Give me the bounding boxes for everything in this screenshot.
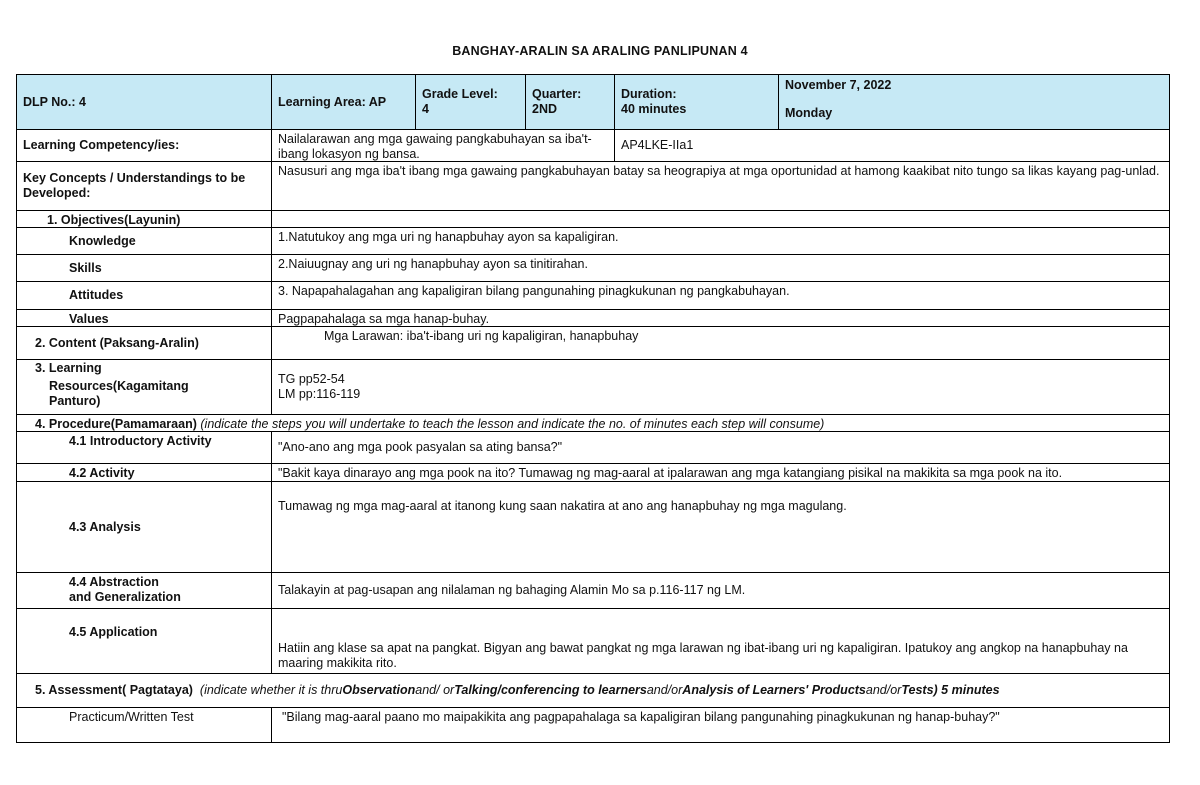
resources-label-line-1: 3. Learning <box>35 361 102 375</box>
procedure-header <box>16 414 1170 432</box>
values-text: Pagpapahalaga sa mga hanap-buhay. <box>271 309 1170 327</box>
assessment-note-talking: Talking/conferencing to learners <box>454 683 647 697</box>
competency-code: AP4LKE-IIa1 <box>614 129 1170 162</box>
intro-activity-cell <box>271 431 1170 464</box>
skills-label-cell <box>16 254 272 282</box>
assessment-note-observation: Observation <box>342 683 416 697</box>
procedure-note: (indicate the steps you will undertake to teach the lesson and indicate the no. of minutes each step will consume) <box>200 417 825 431</box>
competency-text: Nailalarawan ang mga gawaing pangkabuhayan sa iba't-ibang lokasyon ng bansa. <box>271 129 615 162</box>
quarter-value: 2ND <box>532 102 558 116</box>
grade-level-value: 4 <box>422 102 429 116</box>
procedure-label: 4. Procedure(Pamamaraan) <box>35 417 197 431</box>
objectives-blank <box>271 210 1170 228</box>
application-label: 4.5 Application <box>16 608 272 674</box>
attitudes-text: 3. Napapahalagahan ang kapaligiran bilang pangunahing pinagkukunan ng pangkabuhayan. <box>271 281 1170 310</box>
key-concepts-text: Nasusuri ang mga iba't ibang mga gawaing pangkabuhayan batay sa heograpiya at mga oportunidad at hamong kaakibat nito tungo sa likas kayang pag-unlad. <box>271 161 1170 211</box>
assessment-note-5: and/or <box>646 683 683 697</box>
competency-label: Learning Competency/ies: <box>23 138 180 152</box>
lesson-date: November 7, 2022 <box>785 78 892 92</box>
assessment-note-analysis: Analysis of Learners' Products <box>682 683 866 697</box>
resources-label <box>16 359 272 415</box>
assessment-note-7: and/or <box>865 683 902 697</box>
attitudes-label-cell <box>16 281 272 310</box>
abstraction-label <box>16 572 272 609</box>
learning-area: Learning Area: AP <box>278 94 387 109</box>
assessment-header <box>16 673 1170 708</box>
knowledge-text: 1.Natutukoy ang mga uri ng hanapbuhay ayon sa kapaligiran. <box>271 227 1170 255</box>
abstraction-text: Talakayin at pag-usapan ang nilalaman ng bahaging Alamin Mo sa p.116-117 ng LM. <box>278 583 746 597</box>
assessment-note-1: (indicate whether it is thru <box>199 683 343 697</box>
learner-material-pages: LM pp:116-119 <box>278 387 361 401</box>
values-label: Values <box>16 309 272 327</box>
analysis-label-cell <box>16 481 272 573</box>
application-text: Hatiin ang klase sa apat na pangkat. Bigyan ang bawat pangkat ng mga larawan ng ibat-ibang uri ng kapaligiran. Ipatukoy ang angkop na hanapbuhay na maaring makikita rito. <box>271 608 1170 674</box>
dlp-number-cell <box>16 74 272 130</box>
resources-label-line-2: Resources(Kagamitang <box>49 379 189 393</box>
abstraction-cell <box>271 572 1170 609</box>
quarter-cell <box>525 74 615 130</box>
assessment-method: Practicum/Written Test <box>16 707 272 743</box>
grade-level-cell <box>415 74 526 130</box>
knowledge-label: Knowledge <box>69 233 136 248</box>
content-label-cell <box>16 326 272 360</box>
abstraction-label-line-2: and Generalization <box>69 590 181 604</box>
content-text: Mga Larawan: iba't-ibang uri ng kapaligiran, hanapbuhay <box>271 326 1170 360</box>
attitudes-label: Attitudes <box>69 288 124 302</box>
assessment-question: "Bilang mag-aaral paano mo maipakikita ang pagpapahalaga sa kapaligiran bilang pangunahing pinagkukunan ng hanap-buhay?" <box>271 707 1170 743</box>
duration-cell <box>614 74 779 130</box>
resources-label-line-3: Panturo) <box>49 394 101 408</box>
abstraction-label-line-1: 4.4 Abstraction <box>69 575 159 589</box>
grade-level-label: Grade Level: <box>422 87 498 101</box>
intro-activity-text: "Ano-ano ang mga pook pasyalan sa ating bansa?" <box>278 440 563 454</box>
activity-text: "Bakit kaya dinarayo ang mga pook na ito? Tumawag ng mag-aaral at ipalarawan ang mga katangiang pisikal na makikita sa mga pook na ito. <box>271 463 1170 482</box>
assessment-note-tests: Tests <box>901 683 934 697</box>
learning-area-cell <box>271 74 416 130</box>
resources-text <box>271 359 1170 415</box>
duration-value: 40 minutes <box>621 102 687 116</box>
page-title: BANGHAY-ARALIN SA ARALING PANLIPUNAN 4 <box>452 44 748 58</box>
analysis-text: Tumawag ng mga mag-aaral at itanong kung saan nakatira at ano ang hanapbuhay ng mga magulang. <box>271 481 1170 573</box>
assessment-label: 5. Assessment( Pagtataya) <box>35 683 193 697</box>
quarter-label: Quarter: <box>532 87 582 101</box>
skills-label: Skills <box>69 260 102 275</box>
teacher-guide-pages: TG pp52-54 <box>278 372 345 386</box>
date-cell <box>778 74 1170 130</box>
assessment-note-3: and/ or <box>415 683 455 697</box>
assessment-note-time: ) 5 minutes <box>933 683 1000 697</box>
intro-activity-label: 4.1 Introductory Activity <box>16 431 272 464</box>
content-label: 2. Content (Paksang-Aralin) <box>35 335 199 350</box>
objectives-label: 1. Objectives(Layunin) <box>16 210 272 228</box>
dlp-number: DLP No.: 4 <box>23 94 86 109</box>
competency-label-cell <box>16 129 272 162</box>
knowledge-label-cell <box>16 227 272 255</box>
lesson-day: Monday <box>785 106 833 120</box>
skills-text: 2.Naiuugnay ang uri ng hanapbuhay ayon sa tinitirahan. <box>271 254 1170 282</box>
duration-label: Duration: <box>621 87 677 101</box>
key-concepts-label-cell <box>16 161 272 211</box>
activity-label: 4.2 Activity <box>16 463 272 482</box>
key-concepts-label: Key Concepts / Understandings to be Developed: <box>23 171 246 200</box>
analysis-label: 4.3 Analysis <box>69 519 141 534</box>
